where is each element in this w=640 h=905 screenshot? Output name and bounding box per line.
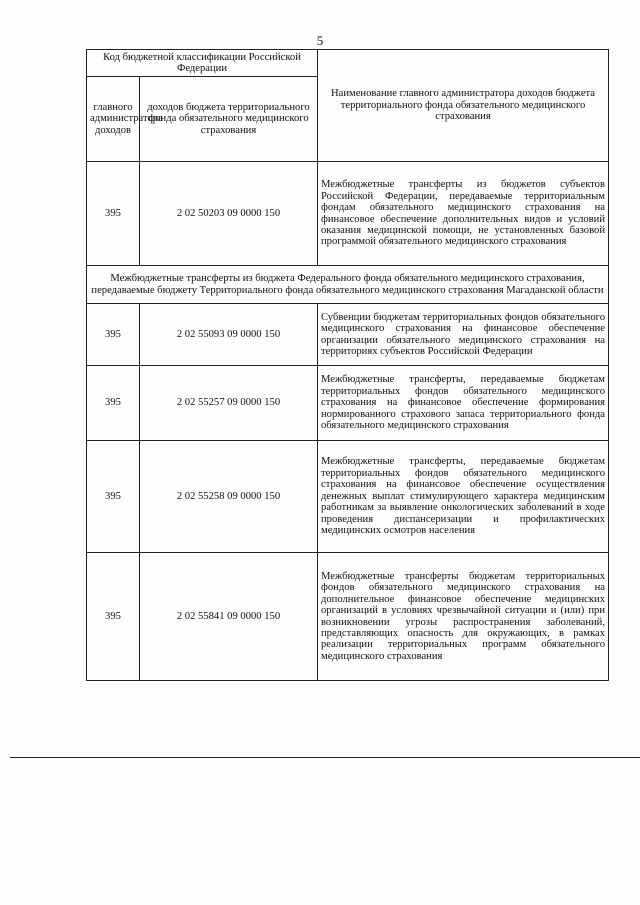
- table-row: [87, 304, 609, 366]
- page-bottom-rule: [10, 757, 640, 758]
- header-income-column: доходов бюджета территориального фонда обязательного медицинского страхования: [140, 77, 318, 162]
- income-name-cell: Межбюджетные трансферты из бюджетов субъектов Российской Федерации, передаваемые территориальным фондам обязательного медицинского страхования на финансовое обеспечение дополнительных видов и условий оказания медицинской помощи, не установленных базовой программой обязательного медицинского страхования: [318, 162, 609, 266]
- admin-code-cell: 395: [87, 162, 140, 266]
- section-heading: Межбюджетные трансферты из бюджета Федерального фонда обязательного медицинского страхования, передаваемые бюджету Территориального фонда обязательного медицинского страхования Магаданской области: [87, 266, 609, 304]
- income-code-cell: 2 02 55258 09 0000 150: [140, 441, 318, 553]
- income-code-cell: 2 02 55257 09 0000 150: [140, 366, 318, 441]
- table-row: [87, 553, 609, 681]
- income-name-cell: Субвенции бюджетам территориальных фондов обязательного медицинского страхования на финансовое обеспечение организации обязательного медицинского страхования на территориях субъектов Российской Федерации: [318, 304, 609, 366]
- header-admin-column: главного администратора доходов: [87, 77, 140, 162]
- income-name-cell: Межбюджетные трансферты, передаваемые бюджетам территориальных фондов обязательного медицинского страхования на финансовое обеспечение формирования нормированного страхового запаса территориального фонда обязательного медицинского страхования: [318, 366, 609, 441]
- table-row: [87, 366, 609, 441]
- budget-classification-table: [86, 49, 609, 681]
- admin-code-cell: 395: [87, 304, 140, 366]
- page-number: 5: [316, 33, 324, 48]
- header-row-top: [87, 50, 609, 77]
- income-code-cell: 2 02 55093 09 0000 150: [140, 304, 318, 366]
- income-code-cell: 2 02 50203 09 0000 150: [140, 162, 318, 266]
- income-name-cell: Межбюджетные трансферты бюджетам территориальных фондов обязательного медицинского страхования на дополнительное финансовое обеспечение медицинских организаций в условиях чрезвычайной ситуации и (или) при возникновении угрозы распространения заболеваний, представляющих опасность для окружающих, в рамках реализации территориальных программ обязательного медицинского страхования: [318, 553, 609, 681]
- admin-code-cell: 395: [87, 366, 140, 441]
- table-row: [87, 441, 609, 553]
- admin-code-cell: 395: [87, 553, 140, 681]
- income-name-cell: Межбюджетные трансферты, передаваемые бюджетам территориальных фондов обязательного медицинского страхования на финансовое обеспечение осуществления денежных выплат стимулирующего характера медицинским работникам за выявление онкологических заболеваний в ходе проведения диспансеризации и профилактических медицинских осмотров населения: [318, 441, 609, 553]
- table-row: [87, 162, 609, 266]
- section-heading-row: [87, 266, 609, 304]
- income-code-cell: 2 02 55841 09 0000 150: [140, 553, 318, 681]
- admin-code-cell: 395: [87, 441, 140, 553]
- header-group-label: Код бюджетной классификации Российской Федерации: [87, 50, 318, 77]
- header-name-column: Наименование главного администратора доходов бюджета территориального фонда обязательного медицинского страхования: [318, 50, 609, 162]
